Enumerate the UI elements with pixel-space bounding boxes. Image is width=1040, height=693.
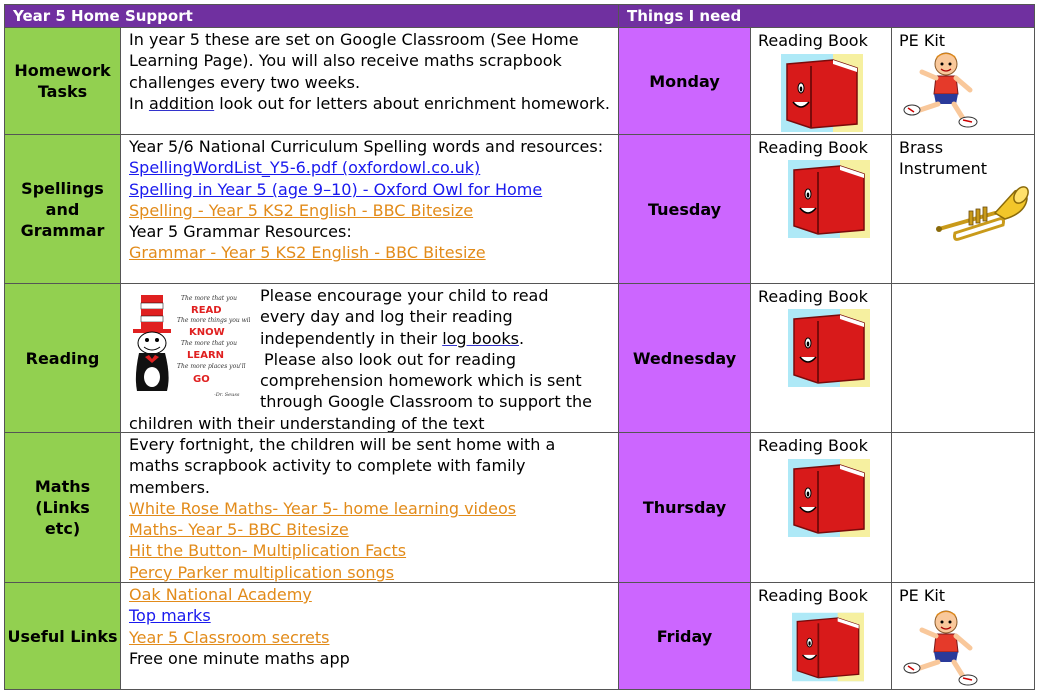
homework-content <box>121 28 617 134</box>
reading-line-7: children with their understanding of the text <box>129 413 485 432</box>
grid-line <box>4 27 1035 28</box>
grammar-intro: Year 5 Grammar Resources: <box>129 222 352 242</box>
one-minute-maths-text: Free one minute maths app <box>129 648 350 668</box>
quote-line-5: The more that you <box>181 340 237 347</box>
bbc-spelling-link[interactable]: Spelling - Year 5 KS2 English - BBC Bitesize <box>129 200 474 220</box>
grid-line <box>1034 4 1035 690</box>
useful-links-label: Useful Links <box>5 583 120 689</box>
homework-text-post: look out for letters about enrichment homework. <box>214 93 610 113</box>
grid-line <box>4 582 1035 583</box>
grid-line <box>4 432 1035 433</box>
monday-pe-kit-label: PE Kit <box>899 31 946 50</box>
reading-book-icon <box>788 160 870 238</box>
reading-book-icon <box>781 54 863 132</box>
bbc-grammar-link[interactable]: Grammar - Year 5 KS2 English - BBC Bitesize <box>129 243 486 263</box>
grid-line <box>120 27 121 690</box>
bbc-maths-link[interactable]: Maths- Year 5- BBC Bitesize <box>129 520 349 540</box>
reading-line-5: comprehension homework which is sent <box>260 371 582 391</box>
percy-parker-link[interactable]: Percy Parker multiplication songs <box>129 562 395 582</box>
reading-book-icon <box>792 612 864 682</box>
grid-line <box>891 27 892 690</box>
reading-book-icon <box>788 309 870 387</box>
reading-line-4: Please also look out for reading <box>264 349 516 369</box>
reading-book-icon <box>788 459 870 537</box>
reading-label: Reading <box>5 284 120 432</box>
reading-line-6: through Google Classroom to support the <box>260 392 592 412</box>
things-i-need-title: Things I need <box>619 5 1034 27</box>
quote-line-1: The more that you <box>181 295 237 302</box>
wednesday-empty <box>892 284 1034 432</box>
homework-text-2 <box>129 93 611 114</box>
quote-line-7: The more places you'll <box>177 363 246 370</box>
day-monday: Monday <box>619 28 750 134</box>
homework-text: In year 5 these are set on Google Classroom (See Home Learning Page). You will also receive maths scrapbook challenges every two weeks. <box>129 30 579 92</box>
homework-label: Homework Tasks <box>5 28 120 134</box>
cat-in-hat-icon <box>129 291 250 404</box>
grid-line <box>750 27 751 690</box>
addition-word: addition <box>148 93 215 113</box>
quote-know: KNOW <box>189 327 225 338</box>
tuesday-brass-instrument-label: Brass Instrument <box>899 138 988 178</box>
reading-line-1: Please encourage your child to read <box>260 286 549 305</box>
day-thursday: Thursday <box>619 433 750 582</box>
brass-trumpet-icon <box>935 185 1030 245</box>
classroom-secrets-link[interactable]: Year 5 Classroom secrets <box>129 627 330 647</box>
log-books-word: log books <box>442 328 519 348</box>
top-marks-link[interactable]: Top marks <box>129 606 211 626</box>
quote-read: READ <box>191 305 222 316</box>
reading-line-3-post: . <box>519 328 525 348</box>
spellings-intro: Year 5/6 National Curriculum Spelling words and resources: <box>129 137 604 156</box>
spelling-wordlist-link[interactable]: SpellingWordList_Y5-6.pdf (oxfordowl.co.uk) <box>129 158 481 178</box>
quote-signature: -Dr. Seuss <box>214 392 240 398</box>
grid-line <box>4 689 1035 690</box>
day-friday: Friday <box>619 583 750 689</box>
white-rose-maths-link[interactable]: White Rose Maths- Year 5- home learning videos <box>129 498 517 518</box>
friday-pe-kit-label: PE Kit <box>899 586 946 605</box>
tuesday-reading-book-label: Reading Book <box>758 138 868 157</box>
spellings-label: Spellings and Grammar <box>5 135 120 283</box>
grid-line <box>4 283 1035 284</box>
maths-label: Maths (Links etc) <box>5 433 120 582</box>
header-title: Year 5 Home Support <box>5 5 618 27</box>
maths-content <box>121 433 617 582</box>
grid-line <box>4 4 5 690</box>
pe-kit-runner-icon <box>900 50 982 128</box>
spellings-content <box>121 135 617 283</box>
quote-line-3: The more things you will <box>177 317 250 324</box>
homework-text-pre: In <box>129 93 149 113</box>
monday-reading-book-label: Reading Book <box>758 31 868 50</box>
useful-links-content <box>121 583 617 689</box>
pe-kit-runner-icon <box>900 608 982 686</box>
friday-reading-book-label: Reading Book <box>758 586 868 605</box>
grid-line <box>4 4 1035 5</box>
oak-national-link[interactable]: Oak National Academy <box>129 585 312 604</box>
wednesday-reading-book-label: Reading Book <box>758 287 868 306</box>
day-wednesday: Wednesday <box>619 284 750 432</box>
oxford-owl-spelling-link[interactable]: Spelling in Year 5 (age 9–10) - Oxford Owl for Home <box>129 179 543 199</box>
reading-line-3 <box>260 328 613 349</box>
thursday-empty <box>892 433 1034 582</box>
reading-line-3-pre: independently in their <box>260 328 443 348</box>
grid-line <box>4 134 1035 135</box>
quote-learn: LEARN <box>187 350 225 361</box>
grid-line <box>618 4 619 690</box>
reading-line-2: every day and log their reading <box>260 307 513 327</box>
quote-go: GO <box>193 374 210 385</box>
maths-intro: Every fortnight, the children will be sent home with a maths scrapbook activity to complete with family members. <box>129 435 556 497</box>
day-tuesday: Tuesday <box>619 135 750 283</box>
hit-the-button-link[interactable]: Hit the Button- Multiplication Facts <box>129 541 407 561</box>
dr-seuss-quote-image <box>129 291 250 404</box>
thursday-reading-book-label: Reading Book <box>758 436 868 455</box>
